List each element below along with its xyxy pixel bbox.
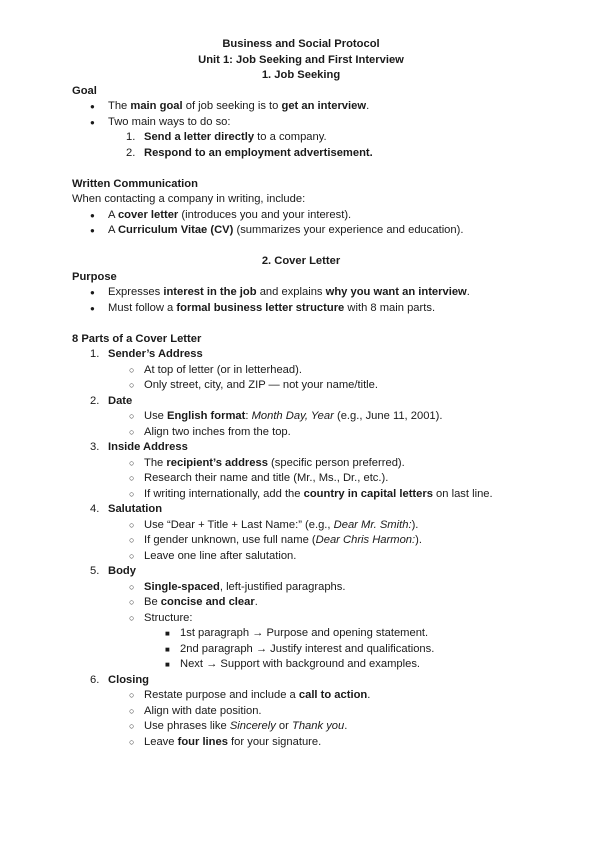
part-4-item-1: ○ Use “Dear + Title + Last Name:” (e.g., Dear Mr. Smith:).	[72, 518, 530, 534]
written-bullet-2: ● A Curriculum Vitae (CV) (summarizes your experience and education).	[72, 223, 530, 239]
part-6-item-1: ○ Restate purpose and include a call to action.	[72, 688, 530, 704]
part-closing: 6. Closing	[90, 673, 150, 686]
part-4-item-2: ○ If gender unknown, use full name (Dear Chris Harmon:).	[72, 533, 530, 549]
part-5-structure-1: ■ 1st paragraph → Purpose and opening statement.	[72, 626, 530, 642]
part-3-item-2: ○ Research their name and title (Mr., Ms., Dr., etc.).	[72, 471, 530, 487]
course-title: Business and Social Protocol	[222, 38, 380, 50]
part-5-item-2: ○ Be concise and clear.	[72, 595, 530, 611]
written-communication-heading: Written Communication	[72, 177, 198, 190]
parts-list	[72, 347, 530, 750]
written-bullet-1: ● A cover letter (introduces you and your interest).	[72, 208, 530, 224]
part-5-structure-3: ■ Next → Support with background and examples.	[72, 657, 530, 673]
goal-bullet-1: ● The main goal of job seeking is to get an interview.	[72, 99, 530, 115]
goal-way-2: 2. Respond to an employment advertisement.	[126, 146, 373, 159]
section-title-job-seeking: 1. Job Seeking	[261, 69, 341, 81]
part-3-item-3: ○ If writing internationally, add the country in capital letters on last line.	[72, 487, 530, 503]
part-inside-address: 3. Inside Address	[90, 441, 188, 453]
part-6-item-2: ○ Align with date position.	[72, 704, 530, 720]
goal-way-1: 1. Send a letter directly to a company.	[126, 131, 327, 143]
purpose-list	[72, 285, 530, 316]
section-title-cover-letter: 2. Cover Letter	[261, 255, 341, 267]
part-6-item-4: ○ Leave four lines for your signature.	[72, 735, 530, 751]
part-5-structure-2: ■ 2nd paragraph → Justify interest and qualifications.	[72, 642, 530, 658]
goal-heading: Goal	[72, 84, 97, 97]
part-5-item-1: ○ Single-spaced, left-justified paragraphs.	[72, 580, 530, 596]
part-date: 2. Date	[90, 394, 133, 407]
document-page	[72, 37, 530, 750]
part-3-item-1: ○ The recipient’s address (specific person preferred).	[72, 456, 530, 472]
part-6-item-3: ○ Use phrases like Sincerely or Thank you.	[72, 719, 530, 735]
parts-heading: 8 Parts of a Cover Letter	[72, 332, 202, 345]
part-body: 5. Body	[90, 565, 136, 577]
written-communication-list	[72, 208, 530, 239]
purpose-heading: Purpose	[72, 270, 117, 283]
part-5-item-3: ○ Structure:	[72, 611, 530, 627]
written-communication-intro: When contacting a company in writing, include:	[72, 193, 306, 205]
part-salutation: 4. Salutation	[90, 503, 163, 515]
goal-list	[72, 99, 530, 161]
part-senders-address: 1. Sender’s Address	[90, 348, 203, 360]
purpose-bullet-1: ● Expresses interest in the job and explains why you want an interview.	[72, 285, 530, 301]
purpose-bullet-2: ● Must follow a formal business letter structure with 8 main parts.	[72, 301, 530, 317]
part-2-item-1: ○ Use English format: Month Day, Year (e.g., June 11, 2001).	[72, 409, 530, 425]
part-1-item-2: ○ Only street, city, and ZIP — not your name/title.	[72, 378, 530, 394]
unit-title: Unit 1: Job Seeking and First Interview	[198, 53, 404, 66]
part-2-item-2: ○ Align two inches from the top.	[72, 425, 530, 441]
part-4-item-3: ○ Leave one line after salutation.	[72, 549, 530, 565]
goal-bullet-2: ● Two main ways to do so:	[72, 115, 530, 131]
part-1-item-1: ○ At top of letter (or in letterhead).	[72, 363, 530, 379]
